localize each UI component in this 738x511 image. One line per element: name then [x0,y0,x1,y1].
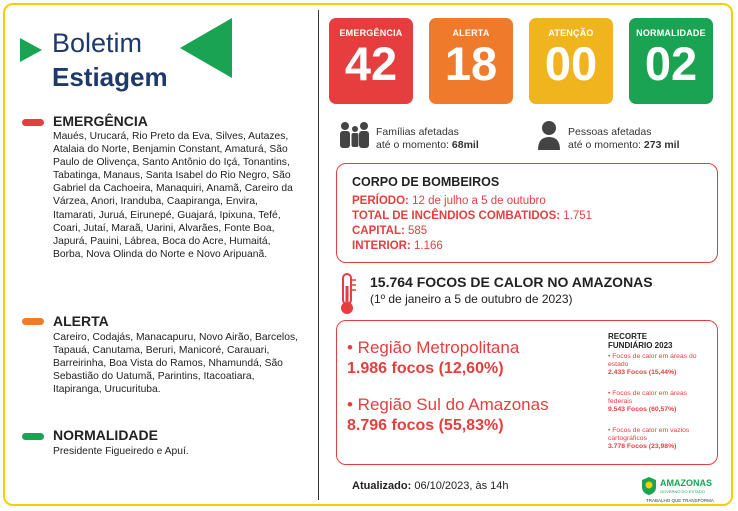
level-normalidade [629,18,713,104]
level-emergencia [329,18,413,104]
family-icon [338,121,370,149]
regiao-metropolitana-value: 1.986 focos (12,60%) [347,360,504,377]
familias-value: 68mil [451,139,479,151]
gov-name: AMAZONAS [660,478,712,488]
level-label: ALERTA [452,28,490,38]
pessoas-label: Pessoas afetadas [568,126,652,138]
gov-tag: TRABALHO QUE TRANSFORMA [646,498,714,503]
logo-triangle-right-icon [180,18,232,78]
bombeiros-total: TOTAL DE INCÊNDIOS COMBATIDOS: 1.751 [352,210,593,222]
level-label: EMERGÊNCIA [339,28,403,38]
emergencia-municipios: Maués, Urucará, Rio Preto da Eva, Silves, Autazes, Atalaia do Norte, Benjamin Constant, Amaturá, São Paulo de Olivença, Santo Antônio do Içá, Tonantins, Tabatinga, Manaus, Santa Isabel do Rio Negro, São Gabriel da Cachoeira, Manaquiri, Anamã, Careiro da Várzea, Anori, Iranduba, Caapiranga, Envira, Itamarati, Juruá, Eirunepé, Guajará, Ipixuna, Tefé, Coari, Jutaí, Maraã, Uarini, Alvarães, Fonte Boa, Japurá, Pauini, Lábrea, Boca do Acre, Humaitá, Borba, Nova Olinda do Norte e Novo Aripuanã. [53,131,293,260]
bombeiros-periodo: PERÍODO: 12 de julho a 5 de outubro [352,195,546,207]
bulletin-subtitle: Estiagem [52,62,168,92]
person-icon [537,120,561,150]
pessoas-value: 273 mil [643,139,680,151]
gov-sub: GOVERNO DO ESTADO [660,489,705,494]
amazonas-crest-icon [640,476,658,496]
bombeiros-capital: CAPITAL: 585 [352,225,428,237]
alerta-title: ALERTA [53,313,109,329]
recorte-item-federais: • Focos de calor em áreas federais 9.543 Focos (60,57%) [608,390,688,413]
normalidade-municipios: Presidente Figueiredo e Apuí. [53,446,189,457]
logo-triangle-left-icon [20,38,42,62]
governo-amazonas-logo [638,474,714,506]
pessoas-prefix: até o momento: [568,139,641,151]
pessoas-stat [568,126,680,152]
emergencia-title: EMERGÊNCIA [53,113,148,129]
level-count: 42 [344,37,398,90]
level-label: NORMALIDADE [636,28,706,38]
normalidade-title: NORMALIDADE [53,427,158,443]
regiao-sul-value: 8.796 focos (55,83%) [347,417,504,434]
updated-timestamp: Atualizado: 06/10/2023, às 14h [352,480,509,492]
column-divider [318,10,319,500]
alerta-marker-icon [22,318,44,325]
focos-title: 15.764 FOCOS DE CALOR NO AMAZONAS [370,274,653,290]
normalidade-marker-icon [22,433,44,440]
focos-subtitle: (1º de janeiro a 5 de outubro de 2023) [370,292,573,306]
level-alerta [429,18,513,104]
familias-stat [376,126,479,152]
regiao-sul-name: • Região Sul do Amazonas [347,395,549,414]
level-label: ATENÇÃO [548,28,594,38]
familias-label: Famílias afetadas [376,126,459,138]
familias-prefix: até o momento: [376,139,449,151]
recorte-item-vazios: • Focos de calor em vazios cartográficos 3.778 Focos (23,98%) [608,427,690,450]
regiao-metropolitana-name: • Região Metropolitana [347,338,520,357]
bombeiros-interior: INTERIOR: 1.166 [352,240,443,252]
thermometer-icon [337,272,357,316]
level-atencao [529,18,613,104]
bombeiros-title: CORPO DE BOMBEIROS [352,175,500,189]
recorte-item-estado: • Focos de calor em áreas do estado 2.433 Focos (15,44%) [608,353,697,376]
alerta-municipios: Careiro, Codajás, Manacapuru, Novo Airão, Barcelos, Tapauá, Canutama, Beruri, Manicoré, Carauari, Barreirinha, Boa Vista do Ramos, Nhamundá, São Sebastião do Uatumã, Parintins, Itacoatiara, Itapiranga, Urucurituba. [53,332,298,396]
level-count: 00 [544,37,598,90]
level-count: 18 [444,37,498,90]
bulletin-title: Boletim [52,28,143,58]
recorte-title: RECORTE FUNDIÁRIO 2023 [608,332,673,350]
level-count: 02 [644,37,698,90]
emergencia-marker-icon [22,119,44,126]
